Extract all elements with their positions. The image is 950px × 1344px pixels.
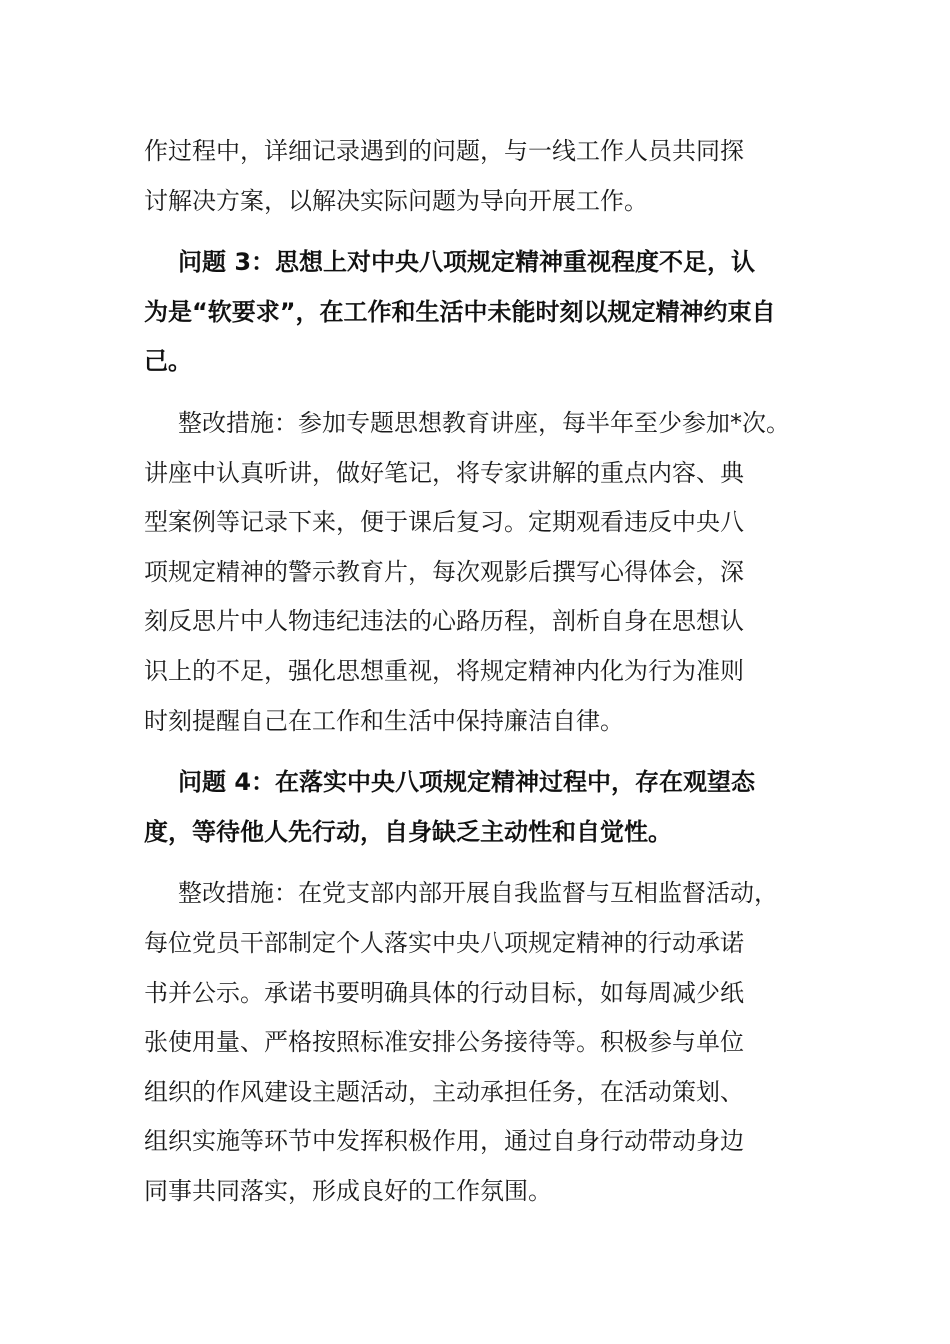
heading-problem-4 — [144, 758, 806, 857]
text-line: 识上的不足，强化思想重视，将规定精神内化为行为准则 — [144, 656, 744, 685]
paragraph-continuation — [144, 127, 806, 226]
paragraph-rectification-3 — [144, 399, 806, 746]
text-line: 张使用量、严格按照标准安排公务接待等。积极参与单位 — [144, 1028, 744, 1057]
text-line: 为是“软要求”，在工作和生活中未能时刻以规定精神约束自 — [144, 297, 776, 326]
text-line: 度，等待他人先行动，自身缺乏主动性和自觉性。 — [144, 817, 672, 846]
text-line: 每位党员干部制定个人落实中央八项规定精神的行动承诺 — [144, 928, 744, 957]
text-line: 组织实施等环节中发挥积极作用，通过自身行动带动身边 — [144, 1127, 744, 1156]
text-line: 问题 4：在落实中央八项规定精神过程中，存在观望态 — [178, 768, 756, 797]
text-line: 项规定精神的警示教育片，每次观影后撰写心得体会，深 — [144, 557, 744, 586]
text-line: 刻反思片中人物违纪违法的心路历程，剖析自身在思想认 — [144, 607, 744, 636]
text-line: 己。 — [144, 347, 192, 376]
heading-problem-3 — [144, 238, 806, 387]
text-line: 组织的作风建设主题活动，主动承担任务，在活动策划、 — [144, 1077, 744, 1106]
text-line: 型案例等记录下来，便于课后复习。定期观看违反中央八 — [144, 508, 744, 537]
paragraph-rectification-4 — [144, 869, 806, 1216]
text-line: 讲座中认真听讲，做好笔记，将专家讲解的重点内容、典 — [144, 458, 744, 487]
text-line: 整改措施：参加专题思想教育讲座，每半年至少参加*次。 — [178, 408, 790, 437]
text-line: 时刻提醒自己在工作和生活中保持廉洁自律。 — [144, 706, 624, 735]
text-line: 作过程中，详细记录遇到的问题，与一线工作人员共同探 — [144, 137, 744, 165]
text-line: 讨解决方案，以解决实际问题为导向开展工作。 — [144, 186, 648, 215]
text-line: 书并公示。承诺书要明确具体的行动目标，如每周减少纸 — [144, 978, 744, 1007]
text-line: 问题 3：思想上对中央八项规定精神重视程度不足，认 — [178, 248, 756, 277]
text-line: 同事共同落实，形成良好的工作氛围。 — [144, 1176, 552, 1205]
document-body — [144, 127, 806, 1216]
text-line: 整改措施：在党支部内部开展自我监督与互相监督活动， — [178, 879, 778, 908]
